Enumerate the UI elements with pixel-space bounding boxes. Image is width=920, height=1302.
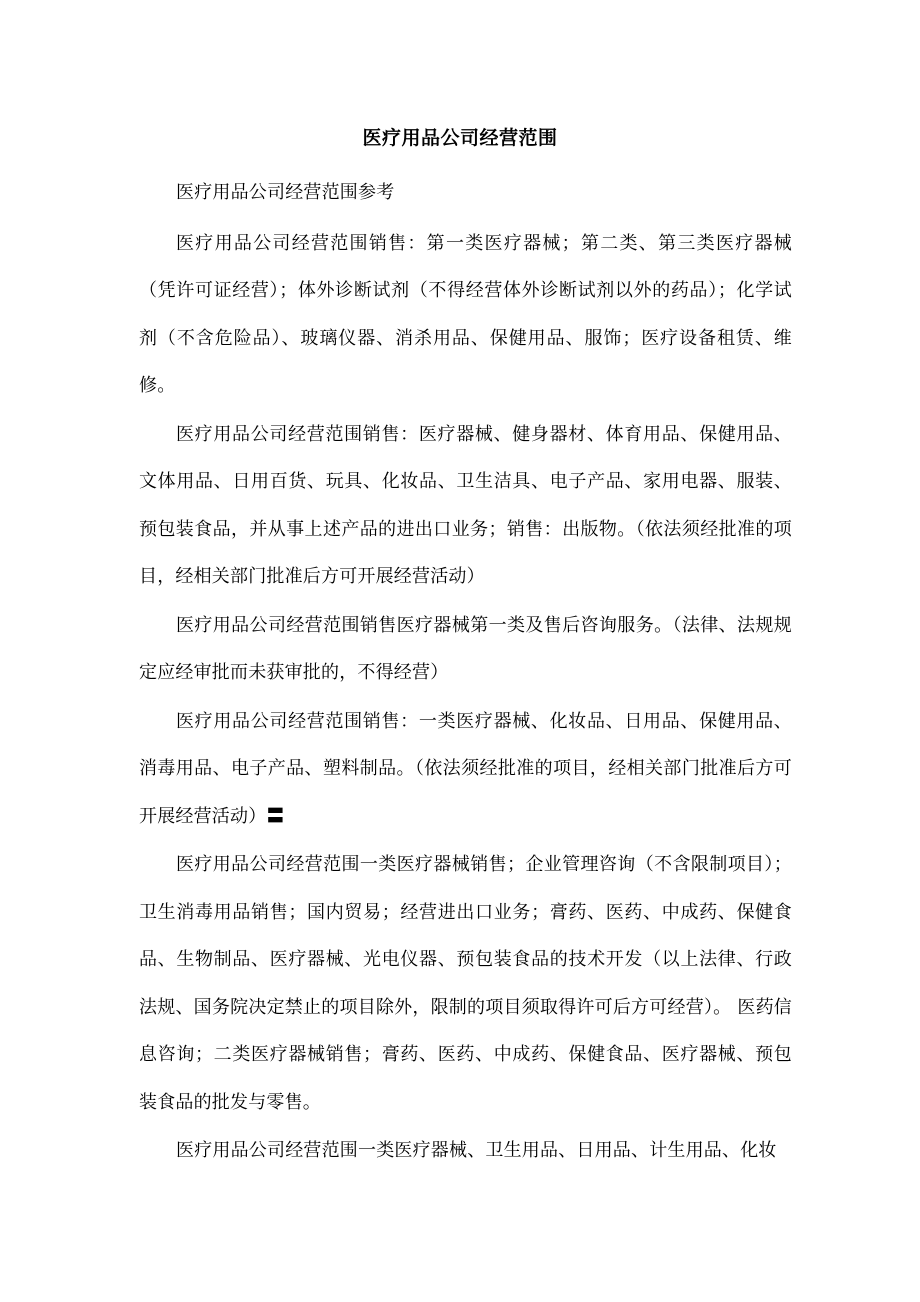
paragraph-reference-heading: 医疗用品公司经营范围参考 [176, 182, 395, 203]
paragraph-scope-3: 医疗用品公司经营范围销售医疗器械第一类及售后咨询服务。（法律、法规规定应经审批而未获审批的，不得经营） [139, 614, 792, 683]
paragraph-scope-6: 医疗用品公司经营范围一类医疗器械、卫生用品、日用品、计生用品、化妆 [176, 1140, 777, 1161]
paragraph-scope-1: 医疗用品公司经营范围销售：第一类医疗器械；第二类、第三类医疗器械（凭许可证经营）；体外诊断试剂（不得经营体外诊断试剂以外的药品）；化学试剂（不含危险品）、玻璃仪器、消杀用品、保健用品、服饰；医疗设备租赁、维修。 [139, 232, 792, 396]
paragraph-scope-5: 医疗用品公司经营范围一类医疗器械销售；企业管理咨询（不含限制项目）；卫生消毒用品销售；国内贸易；经营进出口业务；膏药、医药、中成药、保健食品、生物制品、医疗器械、光电仪器、预包装食品的技术开发（以上法律、行政法规、国务院决定禁止的项目除外，限制的项目须取得许可后方可经营）。 医药信息咨询；二类医疗器械销售；膏药、医药、中成药、保健食品、医疗器械、预包装食品的批发与零售。 [139, 854, 792, 1113]
document-title: 医疗用品公司经营范围 [362, 127, 558, 149]
paragraph-scope-2: 医疗用品公司经营范围销售：医疗器械、健身器材、体育用品、保健用品、文体用品、日用百货、玩具、化妆品、卫生洁具、电子产品、家用电器、服装、预包装食品，并从事上述产品的进出口业务；销售：出版物。（依法须经批准的项目，经相关部门批准后方可开展经营活动） [139, 423, 792, 587]
paragraph-scope-4: 医疗用品公司经营范围销售：一类医疗器械、化妆品、日用品、保健用品、消毒用品、电子产品、塑料制品。（依法须经批准的项目，经相关部门批准后方可开展经营活动）〓 [139, 710, 792, 827]
document-body [139, 169, 792, 1175]
